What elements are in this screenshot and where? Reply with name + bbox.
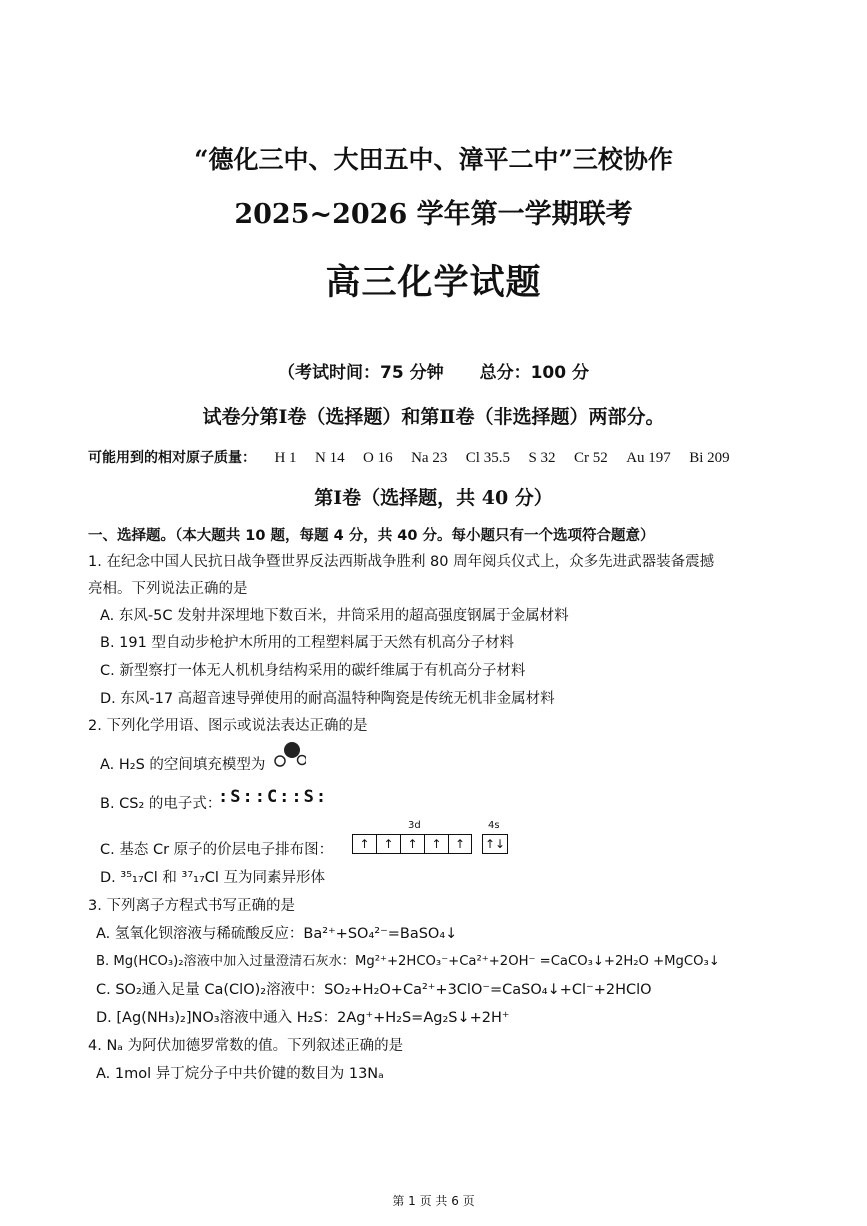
atomic-mass-item: H 1 [274, 450, 297, 466]
atomic-mass-item: Cr 52 [573, 450, 608, 466]
q1-stem-line2: 亮相。下列说法正确的是 [88, 581, 248, 597]
q3-option-a: A. 氢氧化钡溶液与稀硫酸反应：Ba²⁺+SO₄²⁻=BaSO₄↓ [96, 926, 458, 942]
q2-option-a: A. H₂S 的空间填充模型为 [100, 757, 266, 773]
atomic-mass-item: O 16 [363, 450, 393, 466]
volume-title: 第Ⅰ卷（选择题，共 40 分） [314, 487, 553, 509]
section-title: 一、选择题。（本大题共 10 题，每题 4 分，共 40 分。每小题只有一个选项符合题意） [88, 528, 655, 544]
q1-option-d: D. 东风-17 高超音速导弹使用的耐高温特种陶瓷是传统无机非金属材料 [100, 691, 555, 707]
q2-option-c: C. 基态 Cr 原子的价层电子排布图： [100, 842, 334, 858]
h2s-space-filling-model [270, 738, 306, 768]
q2-option-b: B. CS₂ 的电子式： [100, 796, 222, 812]
q1-stem-line1: 1. 在纪念中国人民抗日战争暨世界反法西斯战争胜利 80 周年阅兵仪式上，众多先进武器装备震撼 [88, 554, 715, 570]
cs2-electron-formula: :S::C::S: [218, 787, 329, 807]
q3-option-c: C. SO₂通入足量 Ca(ClO)₂溶液中：SO₂+H₂O+Ca²⁺+3ClO⁻=CaSO₄↓+Cl⁻+2HClO [96, 982, 652, 998]
atomic-mass-item: Bi 209 [689, 450, 730, 466]
q3-stem: 3. 下列离子方程式书写正确的是 [88, 898, 295, 914]
sulfur-atom [284, 742, 300, 758]
q3-option-b: B. Mg(HCO₃)₂溶液中加入过量澄清石灰水：Mg²⁺+2HCO₃⁻+Ca²⁺+2OH⁻ =CaCO₃↓+2H₂O +MgCO₃↓ [96, 954, 720, 969]
q2-stem: 2. 下列化学用语、图示或说法表达正确的是 [88, 718, 368, 734]
q2-option-d: D. ³⁵₁₇Cl 和 ³⁷₁₇Cl 互为同素异形体 [100, 870, 326, 886]
orbital-3d-label: 3d [408, 820, 421, 831]
atomic-mass-item: N 14 [315, 450, 345, 466]
atomic-mass-line [88, 447, 730, 467]
page-footer: 第 1 页 共 6 页 [392, 1194, 475, 1208]
exam-info [0, 358, 867, 383]
orbital-4s-boxes [482, 834, 508, 854]
q1-option-c: C. 新型察打一体无人机机身结构采用的碳纤维属于有机高分子材料 [100, 663, 526, 679]
atomic-mass-item: Na 23 [411, 450, 448, 466]
orbital-4s-label: 4s [488, 820, 500, 831]
q3-option-d: D. [Ag(NH₃)₂]NO₃溶液中通入 H₂S：2Ag⁺+H₂S=Ag₂S↓+2H⁺ [96, 1010, 510, 1026]
orbital-box: ↑ [448, 834, 472, 854]
atomic-mass-label: 可能用到的相对原子质量： [88, 450, 256, 466]
orbital-box: ↑ [400, 834, 424, 854]
q1-option-b: B. 191 型自动步枪护木所用的工程塑料属于天然有机高分子材料 [100, 635, 514, 651]
exam-score: 总分：100 分 [479, 363, 589, 383]
subject-title: 高三化学试题 [325, 262, 542, 303]
atomic-mass-item: S 32 [528, 450, 556, 466]
atomic-mass-item: Cl 35.5 [465, 450, 510, 466]
exam-name: 2025~2026 学年第一学期联考 [234, 199, 633, 230]
hydrogen-atom [275, 756, 285, 766]
orbital-box: ↑ [424, 834, 448, 854]
orbital-box: ↑ [352, 834, 376, 854]
orbital-box: ↑ [376, 834, 400, 854]
orbital-box: ↑↓ [482, 834, 508, 854]
schools-title: “德化三中、大田五中、漳平二中”三校协作 [194, 145, 673, 174]
atomic-mass-item: Au 197 [626, 450, 671, 466]
q4-option-a: A. 1mol 异丁烷分子中共价键的数目为 13Nₐ [96, 1066, 384, 1082]
hydrogen-atom [298, 756, 307, 765]
exam-time: （考试时间：75 分钟 [278, 363, 444, 383]
parts-note: 试卷分第Ⅰ卷（选择题）和第Ⅱ卷（非选择题）两部分。 [202, 406, 665, 428]
orbital-3d-boxes [352, 834, 472, 854]
q4-stem: 4. Nₐ 为阿伏加德罗常数的值。下列叙述正确的是 [88, 1038, 404, 1054]
q1-option-a: A. 东风-5C 发射井深埋地下数百米，井筒采用的超高强度钢属于金属材料 [100, 608, 569, 624]
